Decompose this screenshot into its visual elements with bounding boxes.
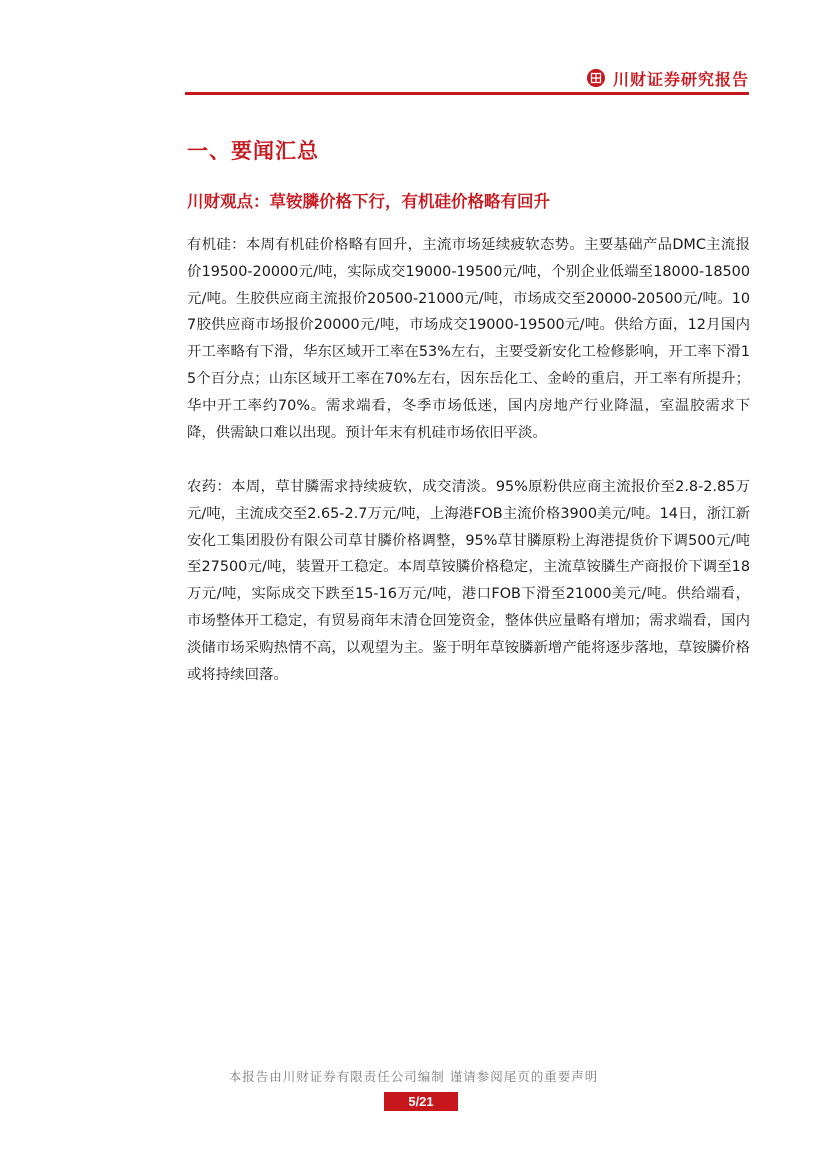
brand-name: 川财证券研究报告 [612,69,749,89]
header-brand [587,66,749,90]
viewpoint-heading: 川财观点：草铵膦价格下行，有机硅价格略有回升 [187,192,550,211]
header-divider [185,92,749,95]
page-number-badge: 5/21 [384,1092,458,1111]
chuancai-logo-icon [587,69,605,87]
paragraph-pesticide: 农药：本周，草甘膦需求持续疲软，成交清淡。95%原粉供应商主流报价至2.8-2.85万元/吨，主流成交至2.65-2.7万元/吨，上海港FOB主流价格3900美元/吨。14日，浙江新安化工集团股份有限公司草甘膦价格调整，95%草甘膦原粉上海港提货价下调500元/吨至27500元/吨，装置开工稳定。本周草铵膦价格稳定，主流草铵膦生产商报价下调至18万元/吨，实际成交下跌至15-16万元/吨，港口FOB下滑至21000美元/吨。供给端看，市场整体开工稳定，有贸易商年末清仓回笼资金，整体供应量略有增加；需求端看，国内淡储市场采购热情不高，以观望为主。鉴于明年草铵膦新增产能将逐步落地，草铵膦价格或将持续回落。 [187,479,750,683]
section-title: 一、要闻汇总 [187,138,319,163]
paragraph-silicone: 有机硅：本周有机硅价格略有回升，主流市场延续疲软态势。主要基础产品DMC主流报价19500-20000元/吨，实际成交19000-19500元/吨，个别企业低端至18000-18500元/吨。生胶供应商主流报价20500-21000元/吨，市场成交至20000-20500元/吨。107胶供应商市场报价20000元/吨，市场成交19000-19500元/吨。供给方面，12月国内开工率略有下滑，华东区域开工率在53%左右，主要受新安化工检修影响，开工率下滑15个百分点；山东区域开工率在70%左右，因东岳化工、金岭的重启，开工率有所提升；华中开工率约70%。需求端看，冬季市场低迷，国内房地产行业降温，室温胶需求下降，供需缺口难以出现。预计年末有机硅市场依旧平淡。 [187,237,750,441]
footer-disclaimer: 本报告由川财证券有限责任公司编制 谨请参阅尾页的重要声明 [228,1069,599,1084]
